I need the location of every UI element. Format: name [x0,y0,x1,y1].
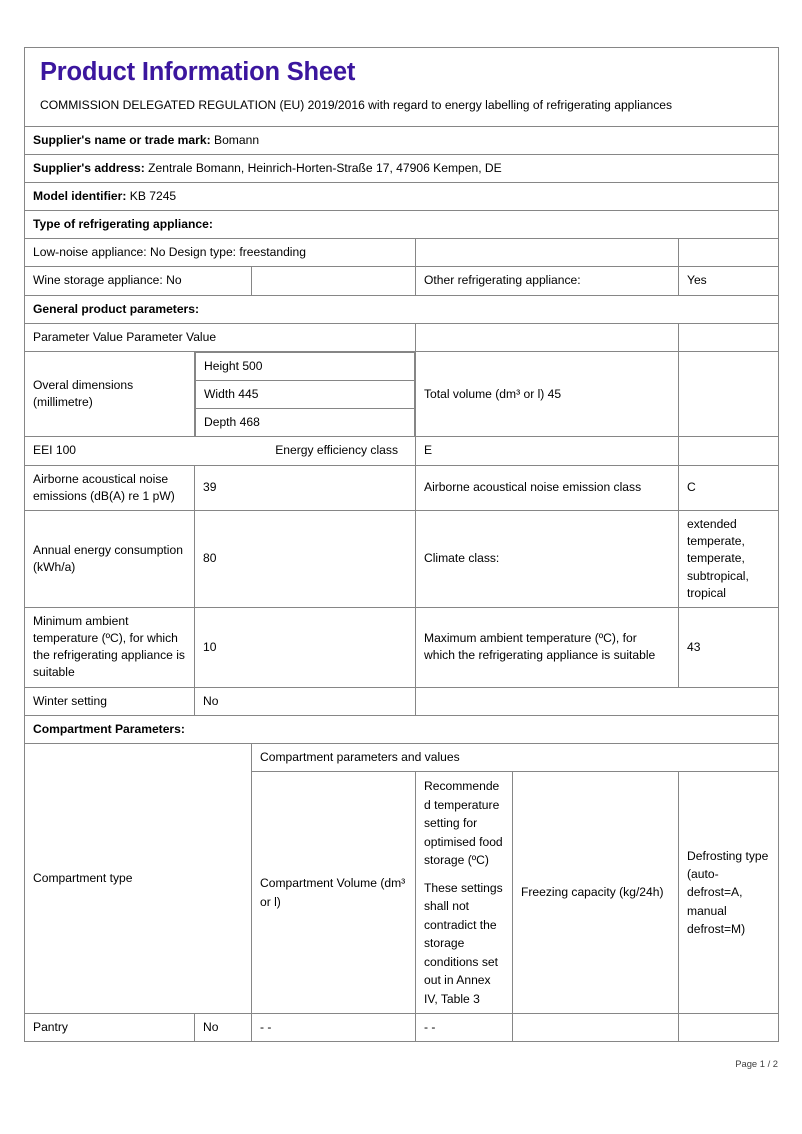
noise-row [25,465,779,510]
dimension-row-height [196,352,415,380]
wine-storage-cell: Wine storage appliance: No [25,267,252,295]
min-temp-value: 10 [195,607,416,687]
winter-setting-empty-cell [416,687,779,715]
parameter-header-row [25,323,779,351]
compartment-volume-value: - - [252,1014,416,1042]
model-identifier-value: KB 7245 [129,188,177,203]
model-identifier-row [25,182,779,210]
general-section-row [25,295,779,323]
dimension-width: Width 445 [196,381,415,409]
annual-energy-label: Annual energy consumption (kWh/a) [25,510,195,607]
low-noise-cell: Low-noise appliance: No Design type: freestanding [25,239,416,267]
noise-class-value: C [679,465,779,510]
max-temp-value: 43 [679,607,779,687]
eei-row [25,437,779,465]
dimensions-label: Overal dimensions (millimetre) [25,351,195,437]
dimension-height: Height 500 [196,352,415,380]
parameter-header-empty-b [679,323,779,351]
ambient-temperature-row [25,607,779,687]
product-info-table [24,47,779,1042]
climate-class-value: extended temperate, temperate, subtropical, tropical [679,510,779,607]
eei-cell [25,437,416,465]
energy-efficiency-class-label: Energy efficiency class [275,443,398,458]
product-information-sheet [24,47,778,1042]
appliance-type-section-row [25,211,779,239]
supplier-address-row [25,154,779,182]
regulation-subtitle: COMMISSION DELEGATED REGULATION (EU) 2019/2016 with regard to energy labelling of refrigerating appliances [40,98,673,113]
supplier-address-value: Zentrale Bomann, Heinrich-Horten-Straße 17, 47906 Kempen, DE [148,160,502,175]
compartment-defrosting-type-value [679,1014,779,1042]
noise-value: 39 [195,465,416,510]
other-appliance-label: Other refrigerating appliance: [416,267,679,295]
freezing-capacity-header: Freezing capacity (kg/24h) [513,772,679,1014]
recommended-temperature-header [416,772,513,1014]
recommended-temperature-note: These settings shall not contradict the storage conditions set out in Annex IV, Table 3 [424,880,503,1006]
compartment-recommended-temp-value: - - [416,1014,513,1042]
compartment-section-title: Compartment Parameters: [25,715,779,743]
parameter-header-cell: Parameter Value Parameter Value [25,323,416,351]
winter-setting-label: Winter setting [25,687,195,715]
low-noise-empty-cell-a [416,239,679,267]
recommended-temperature-main: Recommended temperature setting for optimised food storage (ºC) [424,779,503,868]
supplier-address-cell [25,154,779,182]
title-cell [25,48,779,127]
supplier-address-label: Supplier's address: [33,160,145,175]
model-identifier-cell [25,182,779,210]
eei-value: EEI 100 [33,443,77,458]
noise-class-label: Airborne acoustical noise emission class [416,465,679,510]
compartment-group-header: Compartment parameters and values [252,743,779,771]
recommended-temperature-gap [424,870,505,879]
climate-class-label: Climate class: [416,510,679,607]
annual-energy-row [25,510,779,607]
annual-energy-value: 80 [195,510,416,607]
other-appliance-value: Yes [679,267,779,295]
noise-label: Airborne acoustical noise emissions (dB(A) re 1 pW) [25,465,195,510]
dimension-row-depth [196,409,415,437]
defrosting-type-header: Defrosting type (auto-defrost=A, manual defrost=M) [679,772,779,1014]
wine-storage-row [25,267,779,295]
appliance-type-section-title: Type of refrigerating appliance: [25,211,779,239]
total-volume-empty-cell [679,351,779,437]
supplier-name-value: Bomann [214,132,260,147]
compartment-group-header-row [25,743,779,771]
dimensions-row [25,351,779,437]
eei-empty-cell [679,437,779,465]
general-section-title: General product parameters: [25,295,779,323]
table-row [25,1014,779,1042]
title-row [25,48,779,127]
compartment-volume-header: Compartment Volume (dm³ or l) [252,772,416,1014]
wine-storage-empty-cell [252,267,416,295]
max-temp-label: Maximum ambient temperature (ºC), for which the refrigerating appliance is suitable [416,607,679,687]
model-identifier-label: Model identifier: [33,188,127,203]
low-noise-empty-cell-b [679,239,779,267]
dimensions-subtable [195,352,415,437]
compartment-type-header: Compartment type [25,743,252,1013]
parameter-header-empty-a [416,323,679,351]
total-volume-cell: Total volume (dm³ or l) 45 [416,351,679,437]
supplier-name-row [25,126,779,154]
supplier-name-label: Supplier's name or trade mark: [33,132,211,147]
winter-setting-value: No [195,687,416,715]
compartment-section-row [25,715,779,743]
page-footer: Page 1 / 2 [735,1058,778,1069]
dimensions-values-cell [195,351,416,437]
compartment-present-value: No [195,1014,252,1042]
min-temp-label: Minimum ambient temperature (ºC), for which the refrigerating appliance is suitable [25,607,195,687]
compartment-type-value: Pantry [25,1014,195,1042]
page-title: Product Information Sheet [40,58,356,86]
low-noise-row [25,239,779,267]
compartment-freezing-capacity-value [513,1014,679,1042]
energy-efficiency-class-value: E [416,437,679,465]
dimension-depth: Depth 468 [196,409,415,437]
winter-setting-row [25,687,779,715]
dimension-row-width [196,381,415,409]
supplier-name-cell [25,126,779,154]
